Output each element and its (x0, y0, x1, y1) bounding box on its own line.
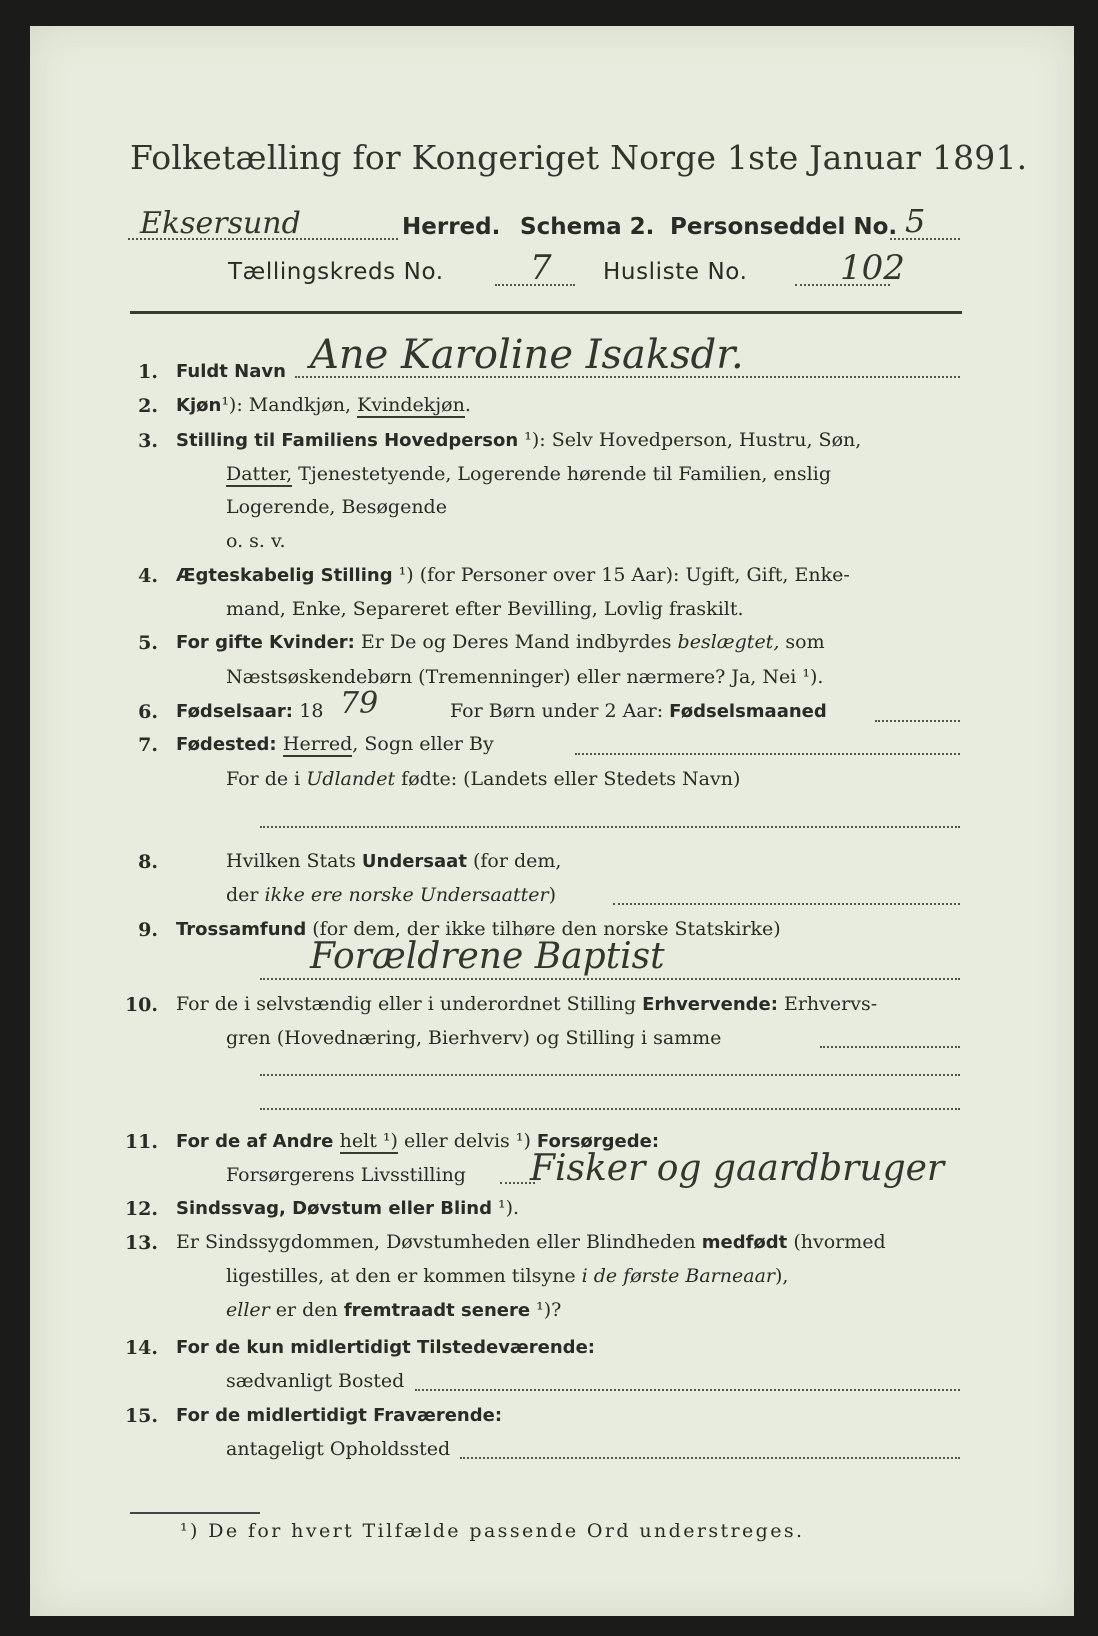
item-8-text-line2b: ) (548, 884, 556, 906)
item-12-number: 12. (124, 1198, 158, 1220)
personseddel-label: Personseddel No. (670, 214, 898, 240)
item-6-text: For Børn under 2 Aar: (450, 700, 670, 722)
item-7-dotted-line (575, 753, 960, 755)
item-13-bold: medfødt (701, 1232, 788, 1253)
item-14-dotted-line (415, 1389, 960, 1391)
item-8-text-a: Hvilken Stats (226, 850, 362, 872)
item-1-number: 1. (138, 361, 158, 383)
item-8-dotted-line (613, 903, 960, 905)
item-5-italic: beslægtet, (677, 631, 780, 653)
item-3-text-line3: Logerende, Besøgende (226, 496, 447, 518)
item-6-dotted-line (875, 720, 960, 722)
item-5-text-b: som (779, 631, 825, 653)
birth-year-handwritten: 79 (340, 686, 379, 721)
item-13-italic-2: eller (226, 1299, 270, 1321)
item-3-text-line2: Tjenestetyende, Logerende hørende til Familien, enslig (292, 463, 831, 485)
item-5-text-a: Er De og Deres Mand indbyrdes (354, 631, 678, 653)
item-4-label: Ægteskabelig Stilling (176, 565, 393, 586)
item-2-options-prefix: ¹): Mandkjøn, (221, 394, 358, 416)
item-11-number: 11. (124, 1131, 158, 1153)
personseddel-number: 5 (905, 202, 926, 240)
item-8-bold: Undersaat (361, 851, 467, 872)
item-4-text-line1: ¹) (for Personer over 15 Aar): Ugift, Gift, Enke- (392, 564, 850, 586)
item-6-year-prefix: 18 (299, 700, 324, 722)
item-13-italic-1: i de første Barneaar (581, 1265, 775, 1287)
footnote: ¹) De for hvert Tilfælde passende Ord understreges. (180, 1520, 805, 1542)
item-9-text: (for dem, der ikke tilhøre den norske Statskirke) (306, 918, 781, 940)
taellingskreds-dotted-line (495, 284, 575, 286)
schema-label: Schema 2. (520, 214, 655, 240)
item-13-number: 13. (124, 1232, 158, 1254)
item-2-options-suffix: . (464, 394, 471, 416)
item-15-text-line2: antageligt Opholdssted (226, 1438, 451, 1460)
item-6-bold: Fødselsmaaned (669, 701, 827, 722)
item-4-text-line2: mand, Enke, Separeret efter Bevilling, Lovlig fraskilt. (226, 598, 744, 620)
item-8-number: 8. (138, 851, 158, 873)
item-7-text-line2a: For de i (226, 768, 307, 790)
herred-label: Herred. (402, 214, 501, 240)
item-14-number: 14. (124, 1337, 158, 1359)
item-7-italic: Udlandet (306, 768, 396, 790)
item-7-text-line2b: fødte: (Landets eller Stedets Navn) (395, 768, 741, 790)
item-10-blank-line-1 (260, 1074, 960, 1076)
item-11-text-line2: Forsørgerens Livsstilling (226, 1164, 466, 1186)
full-name-dotted-line (295, 376, 960, 378)
item-4-number: 4. (138, 565, 158, 587)
census-form-sheet (30, 26, 1074, 1616)
item-13-text-a: Er Sindssygdommen, Døvstumheden eller Blindheden (176, 1231, 702, 1253)
item-3-underlined-option: Datter, (226, 463, 293, 485)
item-11-label: For de af Andre (176, 1131, 340, 1152)
item-3-number: 3. (138, 430, 158, 452)
husliste-number: 102 (840, 248, 905, 288)
item-2-number: 2. (138, 395, 158, 417)
husliste-dotted-line (795, 284, 890, 286)
item-3-text-line4: o. s. v. (226, 530, 286, 552)
item-7-underlined-option: Herred (282, 733, 353, 755)
item-10-text-b: Erhvervs- (777, 993, 878, 1015)
item-6-number: 6. (138, 701, 158, 723)
item-5-number: 5. (138, 632, 158, 654)
item-7-blank-line (260, 826, 960, 828)
item-13-text-line2a: ligestilles, at den er kommen tilsyne (226, 1265, 582, 1287)
item-5-label: For gifte Kvinder: (176, 632, 355, 653)
husliste-label: Husliste No. (603, 259, 748, 285)
item-14-text-line2: sædvanligt Bosted (226, 1370, 405, 1392)
item-12-text: ¹). (491, 1197, 520, 1219)
taellingskreds-number: 7 (530, 248, 552, 288)
item-10-bold: Erhvervende: (642, 994, 778, 1015)
item-13-text-b: (hvormed (787, 1231, 886, 1253)
footnote-rule (130, 1512, 260, 1514)
item-10-text-a: For de i selvstændig eller i underordnet Stilling (176, 993, 643, 1015)
item-5-text-line2: Næstsøskendebørn (Tremenninger) eller nærmere? Ja, Nei ¹). (226, 666, 824, 688)
item-13-text-line3a: er den (269, 1299, 344, 1321)
header-rule (130, 311, 962, 314)
item-11-dotted-line (500, 1182, 535, 1184)
item-9-label: Trossamfund (176, 919, 307, 940)
item-1-label: Fuldt Navn (176, 361, 286, 382)
item-6-label: Fødselsaar: (176, 701, 300, 722)
item-10-dotted-line (820, 1046, 960, 1048)
taellingskreds-label: Tællingskreds No. (228, 259, 444, 285)
item-7-number: 7. (138, 734, 158, 756)
item-9-dotted-line (260, 978, 960, 980)
item-13-text-line2b: ), (775, 1265, 789, 1287)
item-11-underlined-option: helt ¹) (339, 1130, 398, 1152)
item-15-label: For de midlertidigt Fraværende: (176, 1405, 503, 1426)
item-11-text-a: eller delvis ¹) (397, 1130, 537, 1152)
item-8-italic: ikke ere norske Undersaatter (264, 884, 549, 906)
item-10-text-line2: gren (Hovednæring, Bierhverv) og Stilling i samme (226, 1027, 722, 1049)
item-10-blank-line-2 (260, 1108, 960, 1110)
item-14-label: For de kun midlertidigt Tilstedeværende: (176, 1337, 595, 1358)
item-7-label: Fødested: (176, 734, 283, 755)
item-3-text-line1: ¹): Selv Hovedperson, Hustru, Søn, (518, 429, 862, 451)
item-8-text-b: (for dem, (466, 850, 562, 872)
item-15-dotted-line (460, 1457, 960, 1459)
item-7-text-line1: , Sogn eller By (352, 733, 494, 755)
item-15-number: 15. (124, 1405, 158, 1427)
herred-handwritten: Eksersund (140, 206, 301, 241)
item-9-number: 9. (138, 919, 158, 941)
item-13-text-line3b: ¹)? (530, 1299, 562, 1321)
item-12-label: Sindssvag, Døvstum eller Blind (176, 1198, 492, 1219)
form-title: Folketælling for Kongeriget Norge 1ste Januar 1891. (130, 138, 1028, 177)
item-2-label: Kjøn (176, 395, 222, 416)
item-10-number: 10. (124, 994, 158, 1016)
item-11-bold: Forsørgede: (536, 1131, 660, 1152)
item-2-underlined-option: Kvindekjøn (357, 394, 465, 416)
item-13-bold-2: fremtraadt senere (343, 1300, 531, 1321)
personseddel-dotted-line (890, 238, 960, 240)
item-3-label: Stilling til Familiens Hovedperson (176, 430, 519, 451)
provider-occupation-handwritten: Fisker og gaardbruger (530, 1148, 945, 1189)
herred-dotted-line (128, 238, 398, 240)
religion-handwritten: Forældrene Baptist (310, 936, 665, 977)
full-name-handwritten: Ane Karoline Isaksdr. (310, 332, 744, 378)
item-8-text-line2a: der (226, 884, 265, 906)
